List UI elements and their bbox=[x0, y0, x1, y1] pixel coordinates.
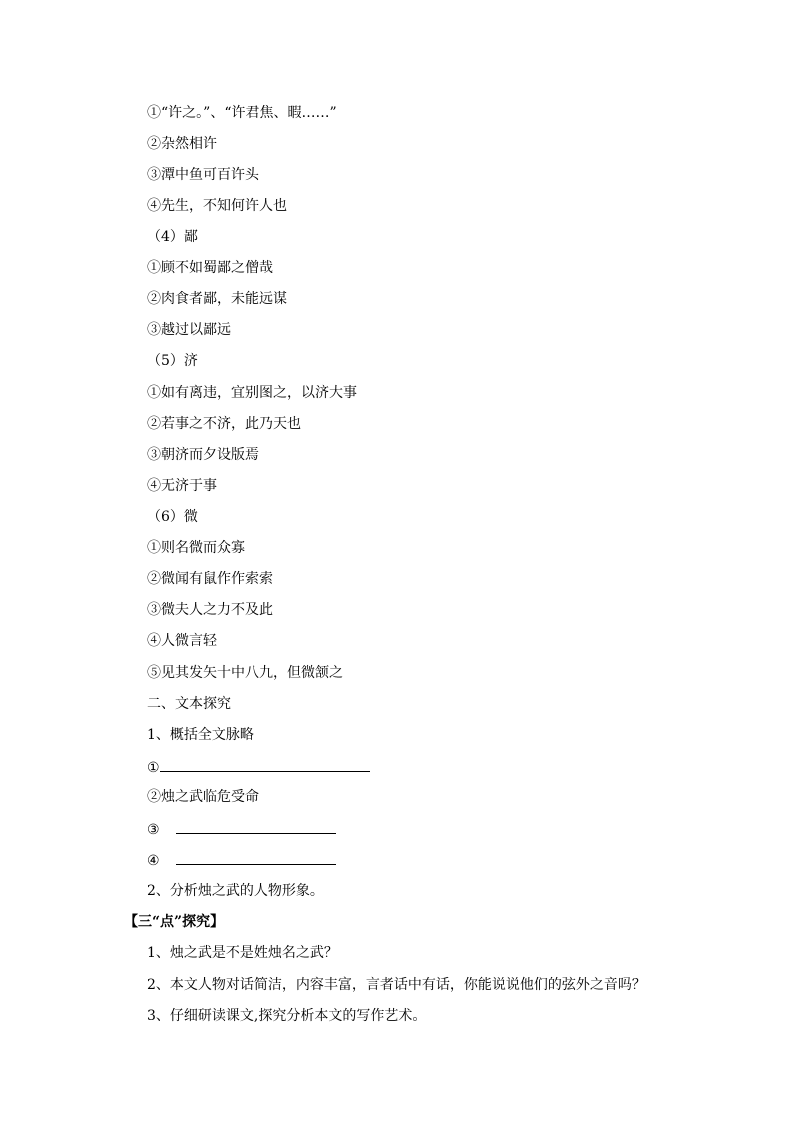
subheading: （5）济 bbox=[147, 353, 198, 369]
blank-field[interactable] bbox=[176, 850, 336, 865]
section-3-item: 3、仔细研读课文,探究分析本文的写作艺术。 bbox=[147, 1008, 427, 1024]
text-line: ①顾不如蜀鄙之僧哉 bbox=[147, 260, 273, 276]
text-line: ②微闻有鼠作作索索 bbox=[147, 571, 273, 587]
text-line: ②肉食者鄙，未能远谋 bbox=[147, 291, 287, 307]
blank-field[interactable] bbox=[176, 819, 336, 834]
outline-item-3 bbox=[147, 819, 336, 839]
subheading: （4）鄙 bbox=[147, 229, 198, 245]
question-2: 2、分析烛之武的人物形象。 bbox=[147, 883, 324, 899]
text-line: ①则名微而众寡 bbox=[147, 540, 245, 556]
text-line: ④先生，不知何许人也 bbox=[147, 198, 287, 214]
text-line: ②杂然相许 bbox=[147, 136, 217, 152]
section-heading: 二、文本探究 bbox=[147, 696, 231, 712]
text-line: ④无济于事 bbox=[147, 478, 217, 494]
text-line: ⑤见其发矢十中八九，但微颔之 bbox=[147, 665, 343, 681]
outline-item-2: ②烛之武临危受命 bbox=[147, 789, 259, 805]
outline-item-4 bbox=[147, 850, 336, 870]
outline-marker: ① bbox=[147, 760, 160, 776]
text-line: ③越过以鄙远 bbox=[147, 322, 231, 338]
text-line: ③微夫人之力不及此 bbox=[147, 602, 273, 618]
section-3-item: 1、烛之武是不是姓烛名之武？ bbox=[147, 945, 338, 961]
text-line: ③潭中鱼可百许头 bbox=[147, 167, 259, 183]
text-line: 1、概括全文脉略 bbox=[147, 727, 254, 743]
outline-item-1 bbox=[147, 757, 370, 777]
section-3-item: 2、本文人物对话简洁，内容丰富，言者话中有话，你能说说他们的弦外之音吗？ bbox=[147, 977, 646, 993]
subheading: （6）微 bbox=[147, 509, 198, 525]
text-line: ④人微言轻 bbox=[147, 633, 217, 649]
outline-marker: ③ bbox=[147, 822, 160, 838]
text-line: ①如有离违，宜别图之，以济大事 bbox=[147, 385, 357, 401]
text-line: ②若事之不济，此乃天也 bbox=[147, 416, 301, 432]
text-line: ③朝济而夕设版焉 bbox=[147, 447, 259, 463]
outline-marker: ④ bbox=[147, 853, 160, 869]
text-line: ①“许之。”、“许君焦、暇……” bbox=[147, 105, 337, 121]
section-3-heading: 【三“点”探究】 bbox=[124, 914, 225, 930]
blank-field[interactable] bbox=[160, 757, 370, 772]
